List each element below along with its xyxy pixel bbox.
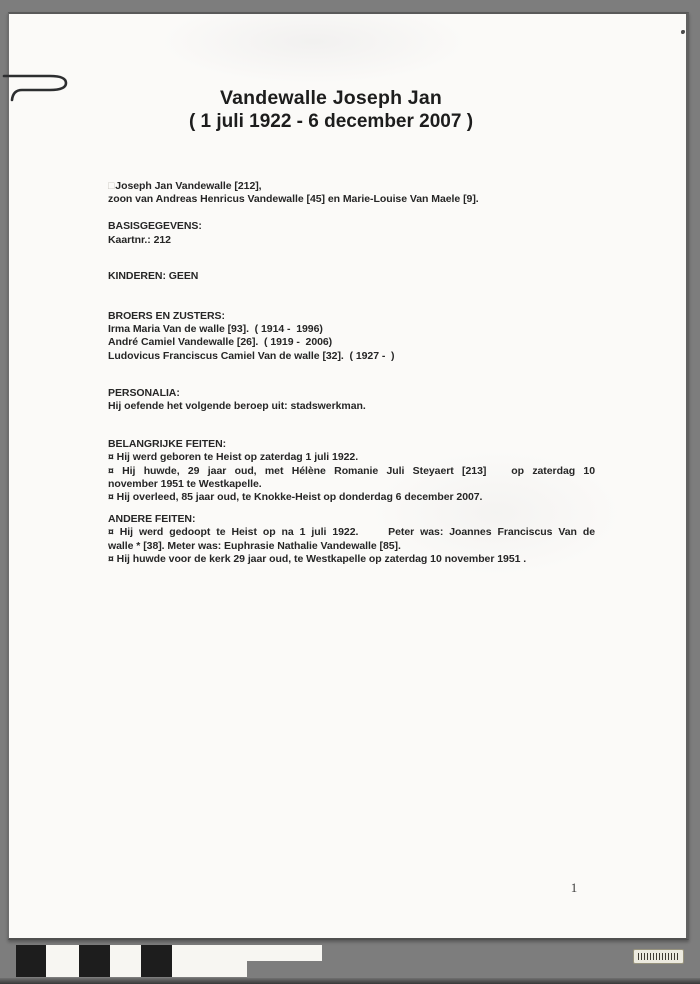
section-heading: ANDERE FEITEN: — [108, 513, 196, 526]
section-heading: BELANGRIJKE FEITEN: — [108, 438, 227, 451]
scan-speck — [681, 30, 685, 34]
fact-line: walle * [38]. Meter was: Euphrasie Nathalie Vandewalle [85]. — [108, 539, 401, 552]
section-kinderen — [108, 270, 595, 283]
title-life-dates: ( 1 juli 1922 - 6 december 2007 ) — [188, 111, 474, 132]
barcode-lines — [638, 953, 679, 960]
document-title — [86, 86, 576, 134]
document-body — [108, 180, 595, 566]
section-heading: BROERS EN ZUSTERS: — [108, 310, 225, 323]
sibling-entry: Irma Maria Van de walle [93]. ( 1914 - 1996) — [108, 323, 323, 336]
intro-name-text: Joseph Jan Vandewalle [212], — [115, 180, 262, 192]
paper-page — [8, 12, 689, 940]
section-heading: BASISGEGEVENS: — [108, 220, 202, 233]
scanner-bed-shadow — [0, 978, 700, 984]
intro-line-name — [108, 180, 595, 193]
fact-line: ¤ Hij werd gedoopt te Heist op na 1 juli 1922. Peter was: Joannes Franciscus Van de — [108, 526, 595, 539]
fact-line: ¤ Hij huwde, 29 jaar oud, met Hélène Romanie Juli Steyaert [213] op zaterdag 10 — [108, 464, 595, 477]
calibration-square-black — [79, 945, 110, 977]
paperclip-icon — [0, 62, 80, 106]
section-heading: KINDEREN: GEEN — [108, 269, 199, 282]
fact-line: ¤ Hij overleed, 85 jaar oud, te Knokke-Heist op donderdag 6 december 2007. — [108, 491, 483, 504]
calibration-square-black — [141, 945, 172, 977]
sibling-entry: Ludovicus Franciscus Camiel Van de walle [32]. ( 1927 - ) — [108, 349, 395, 362]
intro-line-parents: zoon van Andreas Henricus Vandewalle [45] en Marie-Louise Van Maele [9]. — [108, 193, 479, 206]
fact-line: ¤ Hij werd geboren te Heist op zaterdag 1 juli 1922. — [108, 451, 359, 464]
section-broers-en-zusters — [108, 310, 595, 363]
calibration-square-white — [110, 945, 141, 977]
fact-line: ¤ Hij huwde voor de kerk 29 jaar oud, te Westkapelle op zaterdag 10 november 1951 . — [108, 552, 527, 565]
calibration-square-black — [16, 945, 46, 977]
section-andere-feiten — [108, 513, 595, 566]
section-basisgegevens — [108, 220, 595, 246]
page-number: 1 — [570, 880, 578, 895]
section-line: Hij oefende het volgende beroep uit: stadswerkman. — [108, 400, 366, 413]
section-heading: PERSONALIA: — [108, 386, 180, 399]
section-belangrijke-feiten — [108, 438, 595, 504]
title-person-name: Vandewalle Joseph Jan — [219, 87, 443, 109]
calibration-strip-notch — [247, 961, 323, 978]
sibling-entry: André Camiel Vandewalle [26]. ( 1919 - 2006) — [108, 336, 333, 349]
fact-line: november 1951 te Westkapelle. — [108, 477, 262, 490]
checkbox-marker-icon: □ — [108, 180, 115, 192]
section-personalia — [108, 387, 595, 413]
calibration-strip — [16, 945, 322, 977]
barcode-sticker — [633, 949, 684, 964]
section-line: Kaartnr.: 212 — [108, 233, 171, 246]
calibration-square-white — [46, 945, 79, 977]
